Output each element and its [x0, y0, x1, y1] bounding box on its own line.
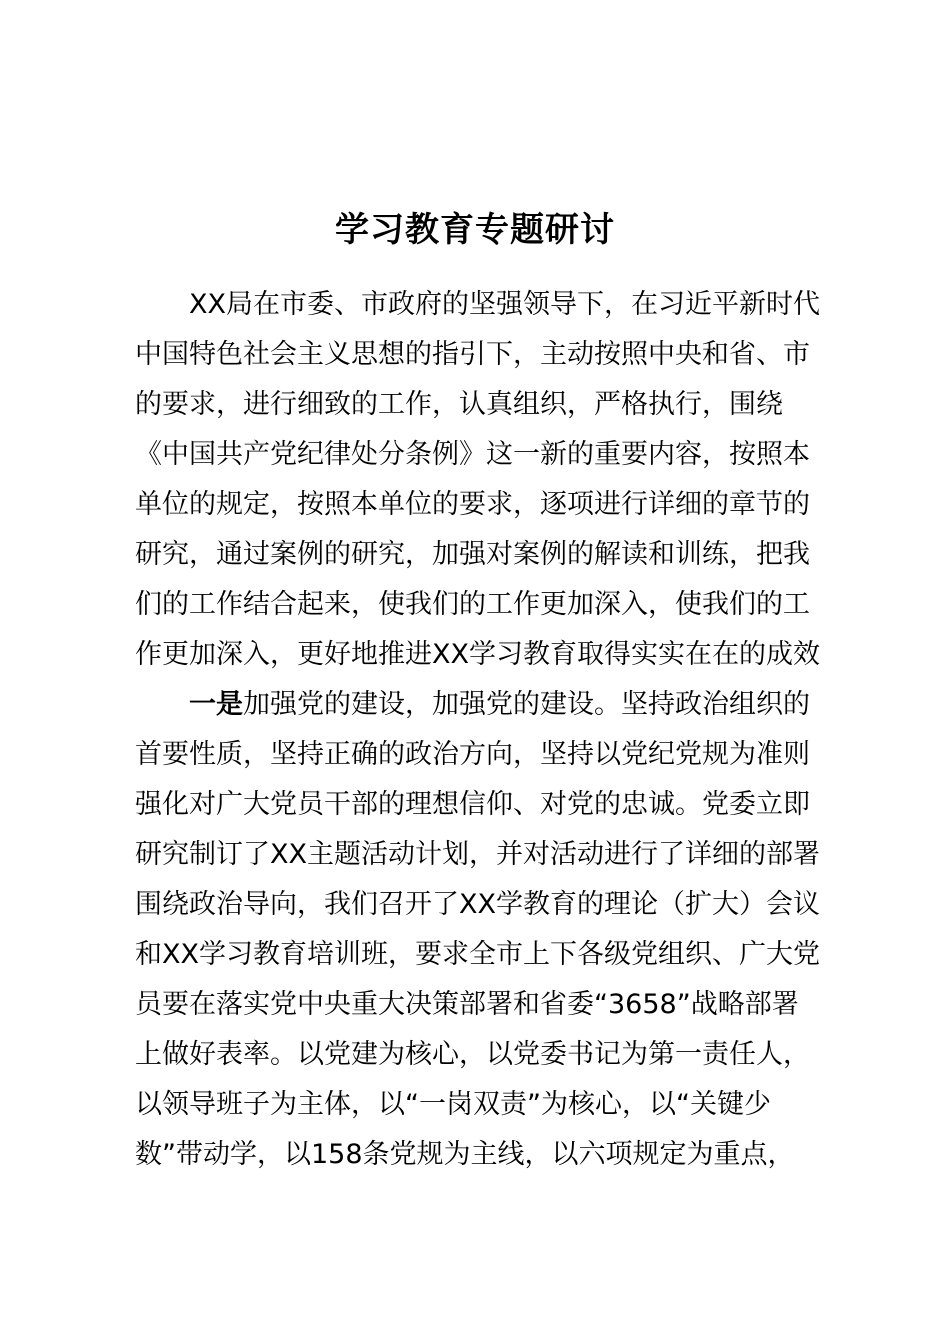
paragraph-2-first-line: [135, 680, 855, 730]
paragraph-1-line: 《中国共产党纪律处分条例》这一新的重要内容，按照本: [135, 439, 810, 470]
paragraph-2-lead: 一是: [189, 689, 243, 720]
paragraph-2-line: 围绕政治导向，我们召开了XX学教育的理论（扩大）会议: [135, 889, 820, 920]
paragraph-2-line: 以领导班子为主体，以“一岗双责”为核心，以“关键少: [135, 1089, 771, 1120]
paragraph-2-line: 上做好表率。以党建为核心，以党委书记为第一责任人，: [135, 1039, 810, 1070]
paragraph-2-line: 数”带动学，以158条党规为主线，以六项规定为重点，: [135, 1139, 795, 1170]
paragraph-1-line: 研究，通过案例的研究，加强对案例的解读和训练，把我: [135, 539, 810, 570]
paragraph-1-line: 们的工作结合起来，使我们的工作更加深入，使我们的工: [135, 589, 810, 620]
paragraph-1-line: 中国特色社会主义思想的指引下，主动按照中央和省、市: [135, 339, 810, 370]
paragraph-2-line: 员要在落实党中央重大决策部署和省委“3658”战略部署: [135, 989, 799, 1020]
paragraph-2-line: 首要性质，坚持正确的政治方向，坚持以党纪党规为准则: [135, 739, 810, 770]
paragraph-2-line: 研究制订了XX主题活动计划，并对活动进行了详细的部署: [135, 839, 820, 870]
paragraph-2-line: 和XX学习教育培训班，要求全市上下各级党组织、广大党: [135, 939, 820, 970]
page-title: 学习教育专题研讨: [335, 210, 615, 250]
paragraph-1-line: 作更加深入，更好地推进XX学习教育取得实实在在的成效: [135, 639, 820, 670]
paragraph-1-line: 单位的规定，按照本单位的要求，逐项进行详细的章节的: [135, 489, 810, 520]
paragraph-2-line: 强化对广大党员干部的理想信仰、对党的忠诚。党委立即: [135, 789, 810, 820]
paragraph-1-line: XX局在市委、市政府的坚强领导下，在习近平新时代: [189, 289, 820, 320]
paragraph-1-line: 的要求，进行细致的工作，认真组织，严格执行，围绕: [135, 389, 783, 420]
document-body: [135, 280, 855, 1180]
paragraph-2-first-line-text: 加强党的建设，加强党的建设。坚持政治组织的: [243, 689, 810, 720]
